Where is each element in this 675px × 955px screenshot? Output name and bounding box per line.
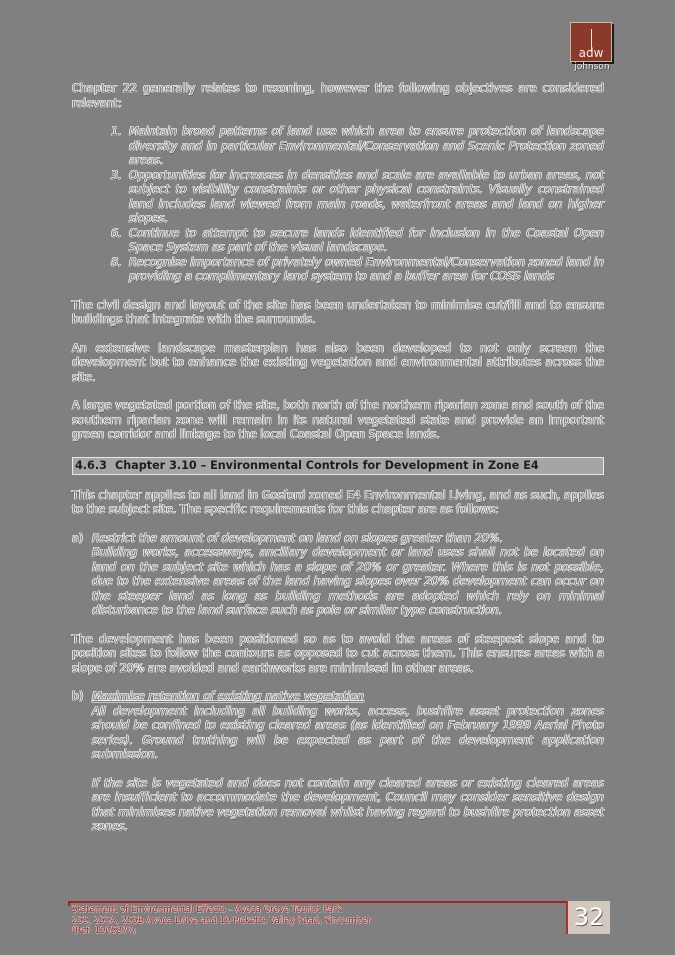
civil-design-paragraph: The civil design and layout of the site has been undertaken to minimise cut/fill and to ensure buildings that integrate with the surrounds.	[72, 298, 604, 326]
objective-item	[72, 125, 604, 169]
requirement-letter: b)	[72, 690, 84, 703]
section-number: 4.6.3	[75, 458, 107, 472]
footer-reference	[72, 905, 371, 937]
footer-divider-tick	[68, 901, 70, 906]
objective-text: Continue to attempt to secure lands identified for inclusion in the Coastal Open Space System as part of the visual landscape.	[129, 226, 604, 254]
footer-divider	[68, 901, 605, 903]
document-body	[72, 82, 604, 849]
objectives-list	[72, 125, 604, 285]
slope-response-paragraph: The development has been positioned so as to avoid the areas of steepest slope and to position sites to follow the contours as opposed to cut across them. This ensures areas with a slope of 20% are avoided and earthworks are minimised in other areas.	[72, 632, 604, 675]
requirement-title: Maximise retention of existing native vegetation	[92, 690, 365, 703]
requirement-title: Restrict the amount of development on land on slopes greater than 20%.	[92, 531, 504, 545]
objective-number: 3.	[111, 168, 122, 182]
footer-document-title: Statement of Environmental Effects – Avoca Grove Tourist Park	[72, 905, 342, 915]
section-intro-paragraph: This chapter applies to all land in Gosford zoned E4 Environmental Living, and as such, applies to the subject site. The specific requirements for this chapter are as follows:	[72, 488, 604, 516]
requirement-b	[72, 690, 604, 835]
requirement-body-continued: If the site is vegetated and does not contain any cleared areas or existing cleared areas are insufficient to accommodate the development, Council may consider sensitive design that minimises native vegetation removal whilst having regard to bushfire protection asset zones.	[92, 776, 604, 833]
company-logo	[570, 22, 612, 62]
requirement-body: Building works, accessways, ancillary development or land uses shall not be located on land on the subject site which has a slope of 20% or greater. Where this is not possible, due to the extensive areas of the land having slopes over 20% development can occur on the steeper land as long as building methods are adopted which rely on minimal disturbance to the land surface such as pole or similar type construction.	[92, 546, 604, 617]
objective-item	[72, 169, 604, 227]
objective-text: Maintain broad patterns of land use which area to ensure protection of landscape diversity and in particular Environmental/Conservation and Scenic Protection zoned areas.	[129, 125, 604, 167]
landscape-paragraph: An extensive landscape masterplan has also been developed to not only screen the development but to enhance the existing vegetation and environmental attributes across the site.	[72, 341, 604, 384]
objective-text: Opportunities for increases in densities and scale are available to urban areas, not subject to visibility constraints or other physical constraints. Visually constrained land includes land viewed from main roads, waterfront areas and land on higher slopes.	[129, 168, 604, 225]
page-number: 32	[566, 901, 610, 934]
objective-text: Recognise importance of privately owned Environmental/Conservation zoned land in providing a complimentary land system to and a buffer area for COSS lands	[129, 255, 604, 283]
objective-item	[72, 256, 604, 285]
intro-paragraph: Chapter 22 generally relates to rezoning, however the following objectives are considered relevant:	[72, 82, 604, 110]
section-title: Chapter 3.10 – Environmental Controls for Development in Zone E4	[115, 458, 539, 472]
requirement-body: All development including all building works, access, bushfire asset protection zones should be confined to existing cleared areas (as identified on February 1999 Aerial Photo series). Ground truthing will be expected as part of the development application submission.	[92, 704, 604, 761]
footer-ref-number: (Ref: 1905877)	[72, 926, 137, 936]
vegetation-paragraph: A large vegetated portion of the site, both north of the northern riparian zone and south of the southern riparian zone will remain in its natural vegetated state and provide an important green corridor and linkage to the local Coastal Open Space lands.	[72, 399, 604, 441]
requirement-letter: a)	[72, 531, 84, 545]
objective-number: 1.	[111, 125, 122, 138]
objective-number: 8.	[111, 255, 122, 269]
requirement-a	[72, 532, 604, 619]
objective-number: 6.	[111, 226, 122, 240]
objective-item	[72, 227, 604, 256]
logo-wordmark: johnson	[574, 62, 610, 72]
logo-letters: adw	[578, 46, 604, 60]
section-heading	[72, 457, 604, 475]
footer-address: 255, 255A, 255B Avoca Drive and 19 Picketts Valley Road, Kincumber	[72, 915, 371, 926]
